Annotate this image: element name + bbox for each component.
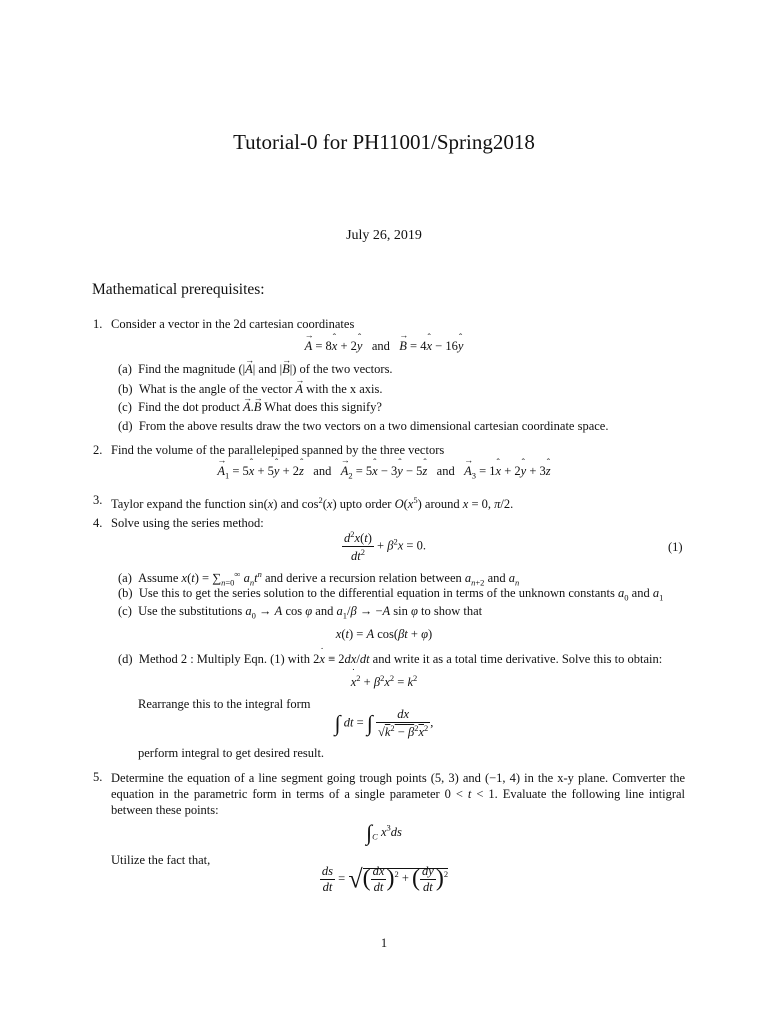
q5-utilize-text: Utilize the fact that, [111, 853, 211, 867]
q4-text: Solve using the series method: [111, 516, 264, 530]
page-number: 1 [380, 936, 388, 950]
q4-perform-text: perform integral to get desired result. [138, 746, 325, 760]
q5-arclength-equation: $\frac{ds}{dt}$ = √( $\frac{dx}{dt}$ )$^2$ + ( $\frac{dy}{dt}$ )$^2$ [321, 864, 449, 894]
document-title: Tutorial-0 for PH11001/Spring2018 [233, 130, 535, 154]
q1-part-b: (b) What is the angle of the vector → A with the x axis. [118, 382, 383, 397]
q4-solution-equation: x(t) = A cos(βt + φ) [335, 627, 433, 641]
q4-part-b: (b) Use this to get the series solution to the differential equation in terms of the unknown constants $a_0$ and $a_1$ [118, 586, 664, 603]
equation-number: (1) [668, 540, 683, 554]
q1-part-a: (a) Find the magnitude (|→ A| and |→ B|) of the two vectors. [118, 362, 393, 377]
q1-part-c: (c) Find the dot product → A.→ B What does this signify? [118, 400, 382, 415]
q4-number: 4. [93, 516, 103, 530]
q1-text: Consider a vector in the 2d cartesian coordinates [111, 317, 355, 331]
section-heading: Mathematical prerequisites: [92, 281, 265, 298]
q4-rearrange-text: Rearrange this to the integral form [138, 697, 311, 711]
q1-number: 1. [93, 317, 103, 331]
q4-part-a: (a) Assume $x(t) = \sum_{n=0}^\infty$ $a_nt^n$ and derive a recursion relation between $a_{n+2}$ and $a_n$ [118, 569, 520, 588]
q5-number: 5. [93, 770, 103, 784]
q2-text: Find the volume of the parallelepiped spanned by the three vectors [111, 443, 445, 457]
q1-equation: → A = 8ˆ x + 2ˆ y and → B = 4ˆ x − 16ˆ y [0, 339, 768, 354]
q4-part-c: (c) Use the substitutions $a_0 \to A$ cos φ and $a_1/\beta \to -A$ sin φ to show that [118, 604, 483, 621]
q2-number: 2. [93, 443, 103, 457]
q4-part-d: (d) Method 2 : Multiply Eqn. (1) with 2˙ x ≡ 2dx/dt and write it as a total time derivative. Solve this to obtain: [118, 652, 662, 667]
q5-line-integral: $\int_C$ $x^3ds$ [366, 820, 402, 845]
q1-part-d: (d) From the above results draw the two vectors on a two dimensional cartesian coordinate space. [118, 419, 609, 433]
q4-equation: $\frac{d^2x(t)}{dt^2}$ + $\beta^2x = 0$. [344, 529, 426, 564]
q4-integral-equation: ∫ dt = ∫ $\frac{dx}{√k^2 - \beta^2x^2}$ , [334, 707, 434, 740]
q5-text: Determine the equation of a line segment going trough points (5, 3) and (−1, 4) in the x-y plane. Comverter the equation in the parametric form in terms of a single parameter 0 < t < 1. Evaluate the following line intigral between these points: [111, 771, 686, 817]
q2-equation: → $A_1$ = 5ˆ x + 5ˆ y + 2ˆ z and → $A_2$ = 5ˆ x − 3ˆ y − 5ˆ z and → $A_3$ = 1ˆ x + 2ˆ y + 3ˆ z [0, 464, 768, 481]
q3-text: Taylor expand the function sin(x) and $\cos^2(x)$ upto order $O(x^5)$ around x = 0, π/2. [111, 495, 514, 512]
q4-energy-equation: ˙ $x^2 + \beta^2x^2 = k^2$ [0, 673, 768, 690]
q3-number: 3. [93, 493, 103, 507]
document-date: July 26, 2019 [346, 228, 422, 243]
